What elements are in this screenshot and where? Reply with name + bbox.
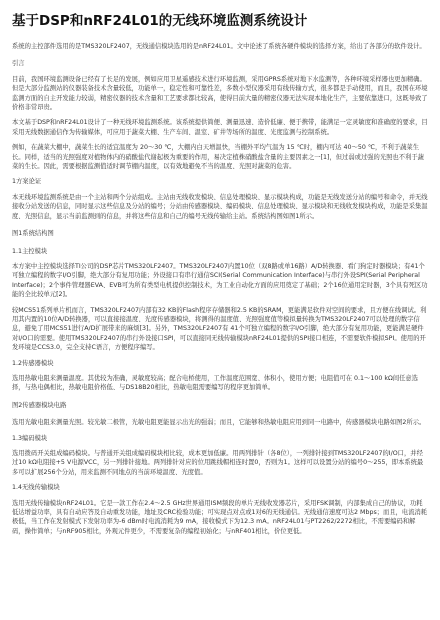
paragraph-3: 例如，在蔬菜大棚中，蔬菜生长的适宜温度为 20～30 ℃，大棚内白天增温快，当棚外平均气温为 15 ℃时，棚内可达 40～50 ℃，不利于蔬菜生长。同样，适当的光照强度对植物体内的硝酸盐代谢起极为重要的作用，易决定植株硝酸盐含量的主要因素之一[1]，但过弱或过强的光照也不利于蔬菜的生长。因此，需要根据监测值适时调节棚内温度，以有效地避免不当的温度、光照对蔬菜的危害。 [12, 144, 424, 171]
section-heading-1-4: 1.4无线传输模块 [12, 484, 60, 492]
paragraph-5: 本方案中主控模块选择TI公司的DSP芯片TMS320LF2407。TMS320LF2407内置10位（双8路或单16路）A/D转换器、看门狗定时器模块；有41个可独立编程的数字I/O引脚，绝大部分有复用功能；外设接口有串行通信SCI(Serial Communication Interface)与串行外设SPI(Serial Peripheral Interface)；2个事件管理器EVA、EVB可为所有类型电机提供控制技术，为工业自动化方面的应用奠定了基础；2个16位通用定时器，3个具有死区功能的全比较单元[2]。 [12, 262, 428, 299]
figure-2-caption: 图2传感器模块电路 [12, 401, 67, 409]
section-heading-1-3: 1.3编码模块 [12, 434, 48, 442]
paragraph-10: 选用无线传输模块nRF24L01。它是一款工作在2.4～2.5 GHz世界通用ISM频段的单片无线收发器芯片，采用FSK调制，内部集成自己的协议，功耗低达增益功率，具有自动应答及自动重发功能，地址及CRC检验功能；可实现点对点或1对6的无线通信。无线通信速度可达2 Mbps；而且，电流消耗极低，当工作在发射模式下发射功率为-6 dBm时电流消耗为9 mA，接收模式下为12.3 mA。nRF24L01与PT2262/2272相比，不需要编码和解码，操作简单；与nRF905相比，外观元件更少，不需要复杂的编程初始化；与nRF401相比，价位更低。 [12, 499, 428, 535]
paragraph-6: 较MCS51系列单片机而言，TMS320LF2407内部有32 KB的Flash程序存储器和2.5 KB的SRAM，更能满足软件对空间的要求，且方便在线调试。利用其内置的10位A/D转换器，可以直接接温度、光度传感器模块，将测得的温度值、光照强度值等模拟量转换为TMS320LF2407可以处理的数字信息，避免了用MCS51进行A/D扩展带来的麻烦[3]。另外，TMS320LF2407有 41个可独立编程的数字I/O引脚，绝大部分有复用功能，更能满足硬件对I/O口的需要。使用TMS320LF2407的串行外设接口SPI，可以直接同无线传输模块nRF24L01提供的SPI接口相连，不需要软件模拟SPI。使用的开发环境是CCS3.0，完全支持C语言，方便程序编写。 [12, 306, 427, 352]
page-title: 基于DSP和nRF24L01的无线环境监测系统设计 [12, 13, 308, 29]
paragraph-9: 选用拨码开关组成编码模块。与普通开关组成编码模块相比较，成本更加低廉。用两列排针（各8位），一列排针接到TMS320LF2407的I/O口，并经过10 kΩ电阻接+5 V电源VCC，另一列排针接地。两列排针对应的位用跳线帽相连时置0，否则为1。这样可以设置分站的编号0～255，即本系统最多可以扩展256个分站，用来监测不同地点的当前环境温度、光度值。 [12, 450, 424, 476]
paragraph-4: 本无线环境监测系统是由一个主站和两个分站组成。主站由无线收发模块、信息处理模块、显示模块构成，功能是无线发送分站的编号和命令，并无线接收分站发送的信息，同时显示这些信息及分站的编号；分站由传感器模块、编码模块、信息处理模块、显示模块和无线收发模块构成，功能是采集温度、光照信息，显示当前监测到的信息，并将这些信息和自己的编号无线传输给主站。系统结构图如图1所示。 [12, 193, 428, 220]
paragraph-1: 目前，我国环境监测设备已经有了长足的发展，例如应用卫星遥感技术进行环境监测，采用GPRS系统对地下水监测等，各种环境采样器也更加精确。但是大部分监测站的仪器装备技术含量较低，功能单一，稳定性和可靠性差，多数小型仪器采用有线传输方式，很多都是手动使用，而且，我国在环境监测方面的自主开发能力较弱，精密仪器的技术含量和工艺要求都比较高，使得目前大量的精密仪器无法实现本地化生产，主要依靠进口，这既导致了价格非常昂贵。 [12, 75, 428, 112]
section-heading-1: 1方案论证 [12, 178, 42, 186]
intro-heading: 引言 [12, 60, 25, 68]
abstract-paragraph: 系统的主控部件选用的是TMS320LF2407，无线通信模块选用的是nRF24L01。文中论述了系统各硬件模块的选择方案，给出了各部分的软件设计。 [12, 43, 426, 50]
section-heading-1-2: 1.2传感器模块 [12, 359, 54, 367]
paragraph-7: 选用热敏电阻来测量温度。其优较为准确，灵敏度较高；配合电桥使用，工作温度范围宽、体积小，使用方便；电阻值可在 0.1～100 kΩ间任意选择，与热电偶相比，热敏电阻价格低、与DS18B20相比，热敏电阻需要编写的程序更加简单。 [12, 374, 419, 392]
paragraph-2: 本文基于DSP和nRF24L01设计了一种无线环境监测系统。该系统提供简便、测量迅速、造价低廉、便于携带，能满足一定灵敏度和准确度的要求，目采用无线数据通信作为传输媒体，可应用于蔬菜大棚、生产车间、温室、矿井等场所的温度、光度监测与控制系统。 [12, 119, 428, 136]
paragraph-8: 选用光敏电阻来测量光照。较光敏二极管，光敏电阻更能显示出光的强弱；而且，它能够和热敏电阻应用到同一电路中，传感器模块电路如图2所示。 [12, 419, 426, 427]
section-heading-1-1: 1.1主控模块 [12, 247, 48, 255]
figure-1-caption: 图1系统结构图 [12, 230, 54, 238]
